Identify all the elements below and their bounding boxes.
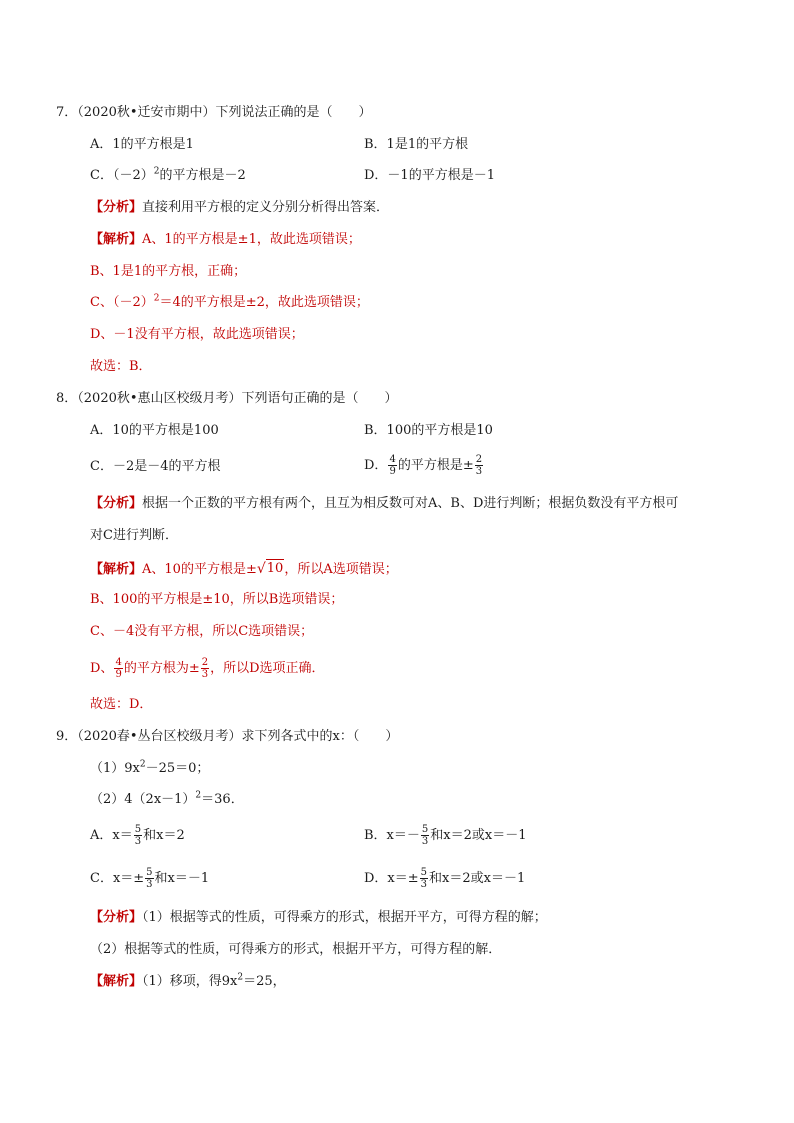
- radicand: 10: [266, 561, 284, 576]
- text: －25＝0；: [145, 761, 210, 776]
- analysis-tag: 【分析】: [90, 200, 143, 215]
- analysis-tag: 【分析】: [90, 496, 143, 511]
- numerator: 2: [475, 454, 483, 465]
- fraction: [475, 454, 483, 477]
- text: 的平方根为±: [123, 661, 200, 676]
- text: ＝4的平方根是±2，故此选项错误；: [159, 295, 369, 310]
- denominator: 3: [146, 879, 153, 890]
- q8-option-c: C．－2是－4的平方根: [90, 459, 221, 474]
- q8-solution-a: [90, 559, 398, 579]
- question-8-stem: 8．（2020秋•惠山区校级月考）下列语句正确的是（ ）: [56, 391, 398, 406]
- q8-analysis-line1: [90, 495, 678, 513]
- q7-option-a: A．1的平方根是1: [90, 137, 194, 152]
- text: 和x＝－1: [154, 871, 210, 886]
- q7-option-c: [90, 167, 246, 185]
- text: ，所以A选项错误；: [284, 562, 398, 577]
- numerator: 4: [115, 657, 122, 668]
- q7-option-d: D．－1的平方根是－1: [364, 168, 495, 183]
- superscript: 2: [153, 166, 160, 177]
- q9-option-d: [364, 863, 525, 895]
- q7-solution-d: D、－1没有平方根，故此选项错误；: [90, 327, 304, 342]
- text: （2）4（2x－1）: [90, 792, 196, 807]
- q9-equation-2: [90, 791, 244, 809]
- superscript: 2: [237, 972, 244, 983]
- superscript: 2: [153, 293, 160, 304]
- numerator: 2: [201, 657, 209, 668]
- text: （1）移项，得9x: [142, 974, 238, 989]
- q7-solution-b: B、1是1的平方根，正确；: [90, 264, 247, 279]
- text: 和x＝2或x＝－1: [430, 828, 527, 843]
- solution-text: A、1的平方根是±1，故此选项错误；: [142, 232, 361, 247]
- q9-analysis-line1: [90, 909, 547, 927]
- q8-solution-c: C、－4没有平方根，所以C选项错误；: [90, 624, 314, 639]
- text: D．x＝±: [364, 871, 419, 886]
- question-7-stem: 7．（2020秋•迁安市期中）下列说法正确的是（ ）: [56, 105, 372, 120]
- q8-option-d: [364, 450, 484, 482]
- text: C、（－2）: [90, 295, 154, 310]
- q8-answer: 故选：D．: [90, 697, 153, 712]
- analysis-text: 直接利用平方根的定义分别分析得出答案．: [142, 200, 390, 215]
- text: ，所以D选项正确．: [210, 661, 325, 676]
- fraction: [145, 867, 153, 890]
- text: A．x＝: [90, 828, 133, 843]
- denominator: 3: [134, 836, 142, 847]
- q9-solution-1: [90, 973, 286, 991]
- text: D．: [364, 458, 388, 473]
- text: C．（－2）: [90, 168, 154, 183]
- text: 的平方根是±: [397, 458, 474, 473]
- fraction: [134, 824, 142, 847]
- fraction: [421, 824, 429, 847]
- q7-option-b: B．1是1的平方根: [364, 137, 469, 152]
- q9-option-b: [364, 820, 526, 852]
- q8-option-b: B．100的平方根是10: [364, 423, 493, 438]
- text: （1）9x: [90, 761, 140, 776]
- denominator: 9: [389, 466, 396, 477]
- question-9-stem: 9．（2020春•丛台区校级月考）求下列各式中的x：（ ）: [56, 729, 399, 744]
- denominator: 3: [475, 466, 483, 477]
- q7-solution-a: [90, 231, 361, 249]
- analysis-text: 根据一个正数的平方根有两个，且互为相反数可对A、B、D进行判断；根据负数没有平方根可: [142, 496, 679, 511]
- text: 和x＝2或x＝－1: [429, 871, 526, 886]
- square-root: [257, 559, 284, 578]
- text: ＝36．: [201, 792, 244, 807]
- denominator: 3: [420, 879, 428, 890]
- text: C．x＝±: [90, 871, 145, 886]
- q9-analysis-line2: （2）根据等式的性质，可得乘方的形式，根据开平方，可得方程的解．: [90, 942, 502, 957]
- text: ＝25，: [243, 974, 286, 989]
- superscript: 2: [195, 790, 202, 801]
- q8-analysis-line2: 对C进行判断．: [90, 528, 178, 543]
- solution-tag: 【解析】: [90, 562, 143, 577]
- solution-tag: 【解析】: [90, 232, 143, 247]
- q8-solution-d: [90, 653, 325, 685]
- analysis-text: （1）根据等式的性质，可得乘方的形式，根据开平方，可得方程的解；: [142, 910, 547, 925]
- denominator: 3: [421, 836, 429, 847]
- analysis-tag: 【分析】: [90, 910, 143, 925]
- q8-solution-b: B、100的平方根是±10，所以B选项错误；: [90, 592, 344, 607]
- numerator: 5: [421, 824, 429, 835]
- superscript: 2: [139, 759, 146, 770]
- numerator: 5: [146, 867, 153, 878]
- denominator: 9: [115, 669, 122, 680]
- radical-sign: √: [256, 561, 266, 577]
- fraction: [420, 867, 428, 890]
- numerator: 5: [420, 867, 428, 878]
- q7-solution-c: [90, 294, 369, 312]
- q7-answer: 故选：B．: [90, 359, 152, 374]
- numerator: 4: [389, 454, 396, 465]
- denominator: 3: [201, 669, 209, 680]
- q9-option-a: [90, 820, 185, 852]
- q9-option-c: [90, 863, 209, 895]
- fraction: [114, 657, 122, 680]
- q7-analysis: [90, 199, 389, 217]
- numerator: 5: [134, 824, 142, 835]
- q9-equation-1: [90, 760, 209, 778]
- text: B．x＝－: [364, 828, 420, 843]
- text: A、10的平方根是±: [142, 562, 257, 577]
- text: 和x＝2: [143, 828, 185, 843]
- fraction: [201, 657, 209, 680]
- text: D、: [90, 661, 114, 676]
- text: 的平方根是－2: [159, 168, 246, 183]
- solution-tag: 【解析】: [90, 974, 143, 989]
- fraction: [388, 454, 396, 477]
- q8-option-a: A．10的平方根是100: [90, 423, 219, 438]
